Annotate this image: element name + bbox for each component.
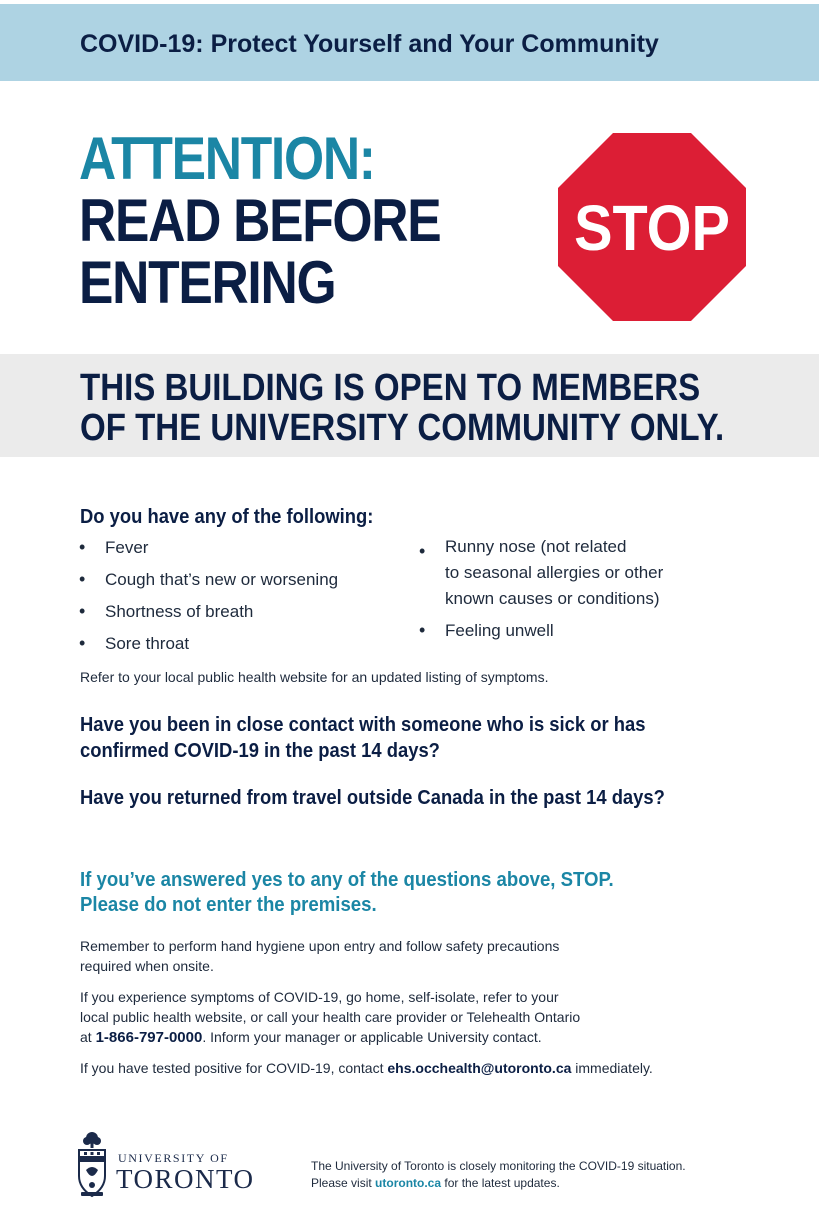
footer-visit-note: Please visit utoronto.ca for the latest updates. [311,1176,560,1190]
occhealth-email: ehs.occhealth@utoronto.ca [387,1060,572,1076]
stop-sign-text: STOP [574,192,730,264]
headline-entering: ENTERING [79,249,336,316]
headline [79,125,549,316]
footer-monitoring-note: The University of Toronto is closely monitoring the COVID-19 situation. [311,1159,686,1173]
stop-notice-line-1: If you’ve answered yes to any of the questions above, STOP. [80,869,614,891]
symptom-item: • Cough that’s new or worsening [79,569,339,589]
members-only-band [0,354,819,457]
members-line-2: OF THE UNIVERSITY COMMUNITY ONLY. [80,407,725,449]
logo-toronto: TORONTO [116,1164,255,1194]
telehealth-phone: 1-866-797-0000 [95,1029,203,1046]
contact-question-line-1: Have you been in close contact with someone who is sick or has [80,714,646,736]
headline-attention: ATTENTION: [79,125,375,192]
headline-read-before: READ BEFORE [79,187,441,254]
symptom-item: • Feeling unwell [419,620,554,640]
symptom-item: • Runny nose (not related to seasonal allergies or other known causes or conditions) [419,537,664,608]
bullet-icon: • [419,541,426,561]
symptoms-question: Do you have any of the following: [80,506,374,528]
utoronto-link[interactable]: utoronto.ca [375,1176,442,1190]
bullet-icon: • [79,633,86,653]
bullet-icon: • [79,601,86,621]
stop-notice-line-2: Please do not enter the premises. [80,894,377,916]
members-line-1: THIS BUILDING IS OPEN TO MEMBERS [80,367,701,409]
symptoms-advice: If you experience symptoms of COVID-19, go home, self-isolate, refer to your local public health website, or call your health care provider or Telehealth Ontario at 1-866-797-0000. Inform your manager or applicable University contact. [80,989,581,1046]
symptom-item: • Sore throat [79,633,190,653]
symptom-item: • Fever [79,537,149,557]
symptom-item: • Shortness of breath [79,601,254,621]
bullet-icon: • [419,620,426,640]
bullet-icon: • [79,569,86,589]
symptoms-refer-note: Refer to your local public health website for an updated listing of symptoms. [80,669,549,685]
positive-test-note: If you have tested positive for COVID-19, contact ehs.occhealth@utoronto.ca immediately. [80,1060,653,1076]
university-of-toronto-logo [78,1130,278,1200]
travel-question: Have you returned from travel outside Canada in the past 14 days? [80,787,665,809]
contact-question-line-2: confirmed COVID-19 in the past 14 days? [80,740,440,762]
bullet-icon: • [79,537,86,557]
logo-university-of: UNIVERSITY OF [118,1151,229,1165]
hygiene-note: Remember to perform hand hygiene upon entry and follow safety precautions required when onsite. [80,938,560,974]
stop-sign-icon [558,133,746,321]
banner-title: COVID-19: Protect Yourself and Your Community [80,30,659,58]
